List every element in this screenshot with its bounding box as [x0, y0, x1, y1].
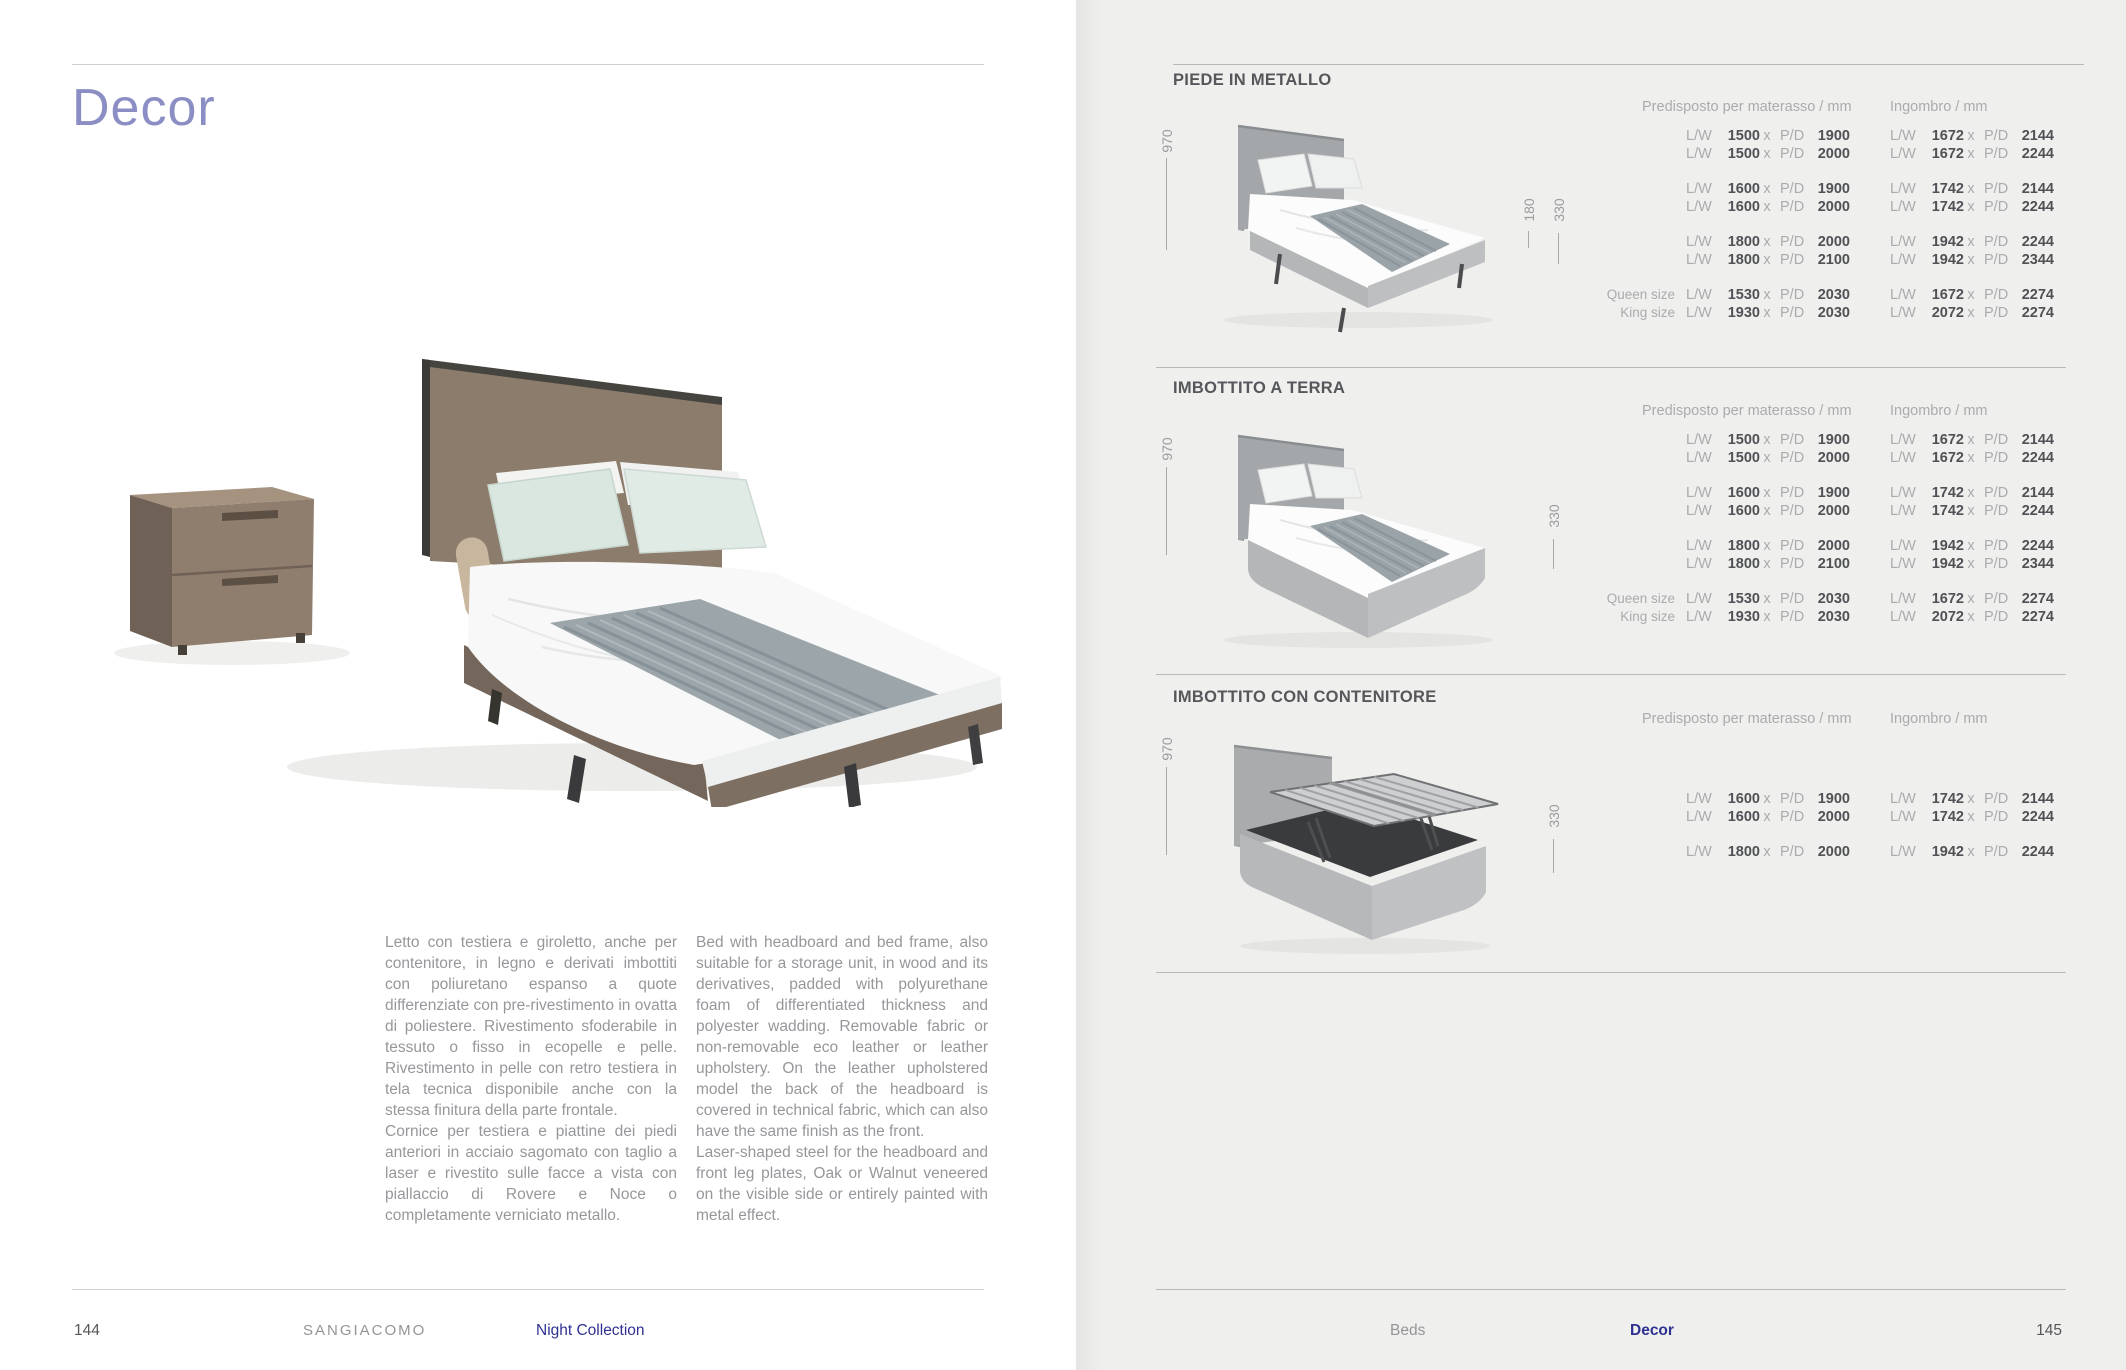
mattress-pd-value: 2030	[1817, 609, 1850, 625]
mattress-pd-label: P/D	[1780, 809, 1805, 825]
mattress-pd-label: P/D	[1780, 485, 1805, 501]
overall-lw-value: 1942	[1931, 556, 1964, 572]
dim-height-line-2	[1166, 467, 1167, 555]
overall-pd-value: 2244	[2021, 809, 2054, 825]
mattress-lw-value: 1500	[1727, 146, 1760, 162]
description-english-p1: Bed with headboard and bed frame, also suitable for a storage unit, in wood and its derivatives, padded with polyurethane foam of differentiated thickness and polyester wadding. Removable fabric or non-removable eco leather or leather upholstery. On the leather upholstered model the back of the headboard is covered in technical fabric, which can also have the same finish as the front.	[696, 934, 988, 1140]
overall-pd-label: P/D	[1984, 556, 2009, 572]
mattress-pd-value: 2000	[1817, 450, 1850, 466]
times-separator: x	[1967, 181, 1975, 197]
mattress-lw-value: 1600	[1727, 181, 1760, 197]
overall-lw-label: L/W	[1890, 199, 1916, 215]
col-header-materasso-2: Predisposto per materasso / mm	[1642, 403, 1852, 419]
size-row	[1585, 251, 2065, 269]
times-separator: x	[1967, 791, 1975, 807]
times-separator: x	[1967, 199, 1975, 215]
times-separator: x	[1967, 128, 1975, 144]
times-separator: x	[1763, 844, 1771, 860]
overall-pd-label: P/D	[1984, 305, 2009, 321]
mattress-pd-label: P/D	[1780, 287, 1805, 303]
mattress-lw-value: 1800	[1727, 844, 1760, 860]
times-separator: x	[1763, 234, 1771, 250]
size-row	[1585, 449, 2065, 467]
mattress-pd-value: 2000	[1817, 146, 1850, 162]
mattress-pd-value: 2000	[1817, 234, 1850, 250]
overall-pd-label: P/D	[1984, 199, 2009, 215]
overall-pd-label: P/D	[1984, 809, 2009, 825]
section-title-imbottito-a-terra: IMBOTTITO A TERRA	[1173, 379, 1346, 397]
overall-lw-value: 1942	[1931, 234, 1964, 250]
overall-lw-value: 1672	[1931, 146, 1964, 162]
times-separator: x	[1967, 809, 1975, 825]
times-separator: x	[1967, 432, 1975, 448]
times-separator: x	[1967, 609, 1975, 625]
left-footer-rule	[72, 1289, 984, 1290]
mattress-lw-label: L/W	[1686, 252, 1712, 268]
dim-frame-line-1	[1528, 231, 1529, 248]
overall-lw-label: L/W	[1890, 844, 1916, 860]
description-italian-p1: Letto con testiera e giroletto, anche per contenitore, in legno e derivati imbottiti con poliuretano espanso a quote differenziate con pre-rivestimento in ovatta di poliestere. Rivestimento sfoderabile in tessuto o fisso in ecopelle e pelle. Rivestimento in pelle con retro testiera in tela tecnica disponibile anche con la stessa finitura della parte frontale.	[385, 934, 677, 1119]
overall-pd-value: 2244	[2021, 844, 2054, 860]
description-english-p2: Laser-shaped steel for the headboard and front leg plates, Oak or Walnut veneered on the visible side or entirely painted with metal effect.	[696, 1144, 988, 1224]
overall-lw-value: 1672	[1931, 450, 1964, 466]
mattress-pd-value: 2100	[1817, 556, 1850, 572]
mattress-lw-value: 1600	[1727, 199, 1760, 215]
times-separator: x	[1763, 556, 1771, 572]
mattress-lw-value: 1500	[1727, 128, 1760, 144]
mattress-lw-label: L/W	[1686, 503, 1712, 519]
overall-lw-label: L/W	[1890, 146, 1916, 162]
section-divider-1	[1156, 367, 2066, 368]
mattress-lw-label: L/W	[1686, 432, 1712, 448]
mattress-lw-label: L/W	[1686, 128, 1712, 144]
right-footer-rule	[1156, 1289, 2066, 1290]
size-row	[1585, 286, 2065, 304]
overall-lw-value: 1742	[1931, 791, 1964, 807]
overall-pd-label: P/D	[1984, 844, 2009, 860]
overall-pd-value: 2144	[2021, 128, 2054, 144]
mattress-pd-value: 2000	[1817, 199, 1850, 215]
mattress-pd-label: P/D	[1780, 305, 1805, 321]
overall-lw-value: 1742	[1931, 199, 1964, 215]
section-title-imbottito-con-contenitore: IMBOTTITO CON CONTENITORE	[1173, 688, 1437, 706]
mattress-pd-label: P/D	[1780, 503, 1805, 519]
mattress-pd-value: 2030	[1817, 287, 1850, 303]
mattress-lw-value: 1800	[1727, 556, 1760, 572]
mattress-pd-label: P/D	[1780, 234, 1805, 250]
times-separator: x	[1967, 503, 1975, 519]
dim-clearance-1: 330	[1551, 198, 1567, 222]
size-row	[1585, 590, 2065, 608]
dim-height-1: 970	[1159, 129, 1175, 153]
times-separator: x	[1763, 538, 1771, 554]
mattress-lw-label: L/W	[1686, 791, 1712, 807]
times-separator: x	[1763, 503, 1771, 519]
size-row	[1585, 484, 2065, 502]
overall-lw-label: L/W	[1890, 234, 1916, 250]
overall-lw-value: 1742	[1931, 485, 1964, 501]
size-row	[1585, 431, 2065, 449]
mattress-pd-value: 1900	[1817, 128, 1850, 144]
overall-pd-value: 2244	[2021, 199, 2054, 215]
mattress-lw-value: 1800	[1727, 252, 1760, 268]
overall-lw-label: L/W	[1890, 538, 1916, 554]
size-row	[1585, 180, 2065, 198]
brand-name: SANGIACOMO	[303, 1322, 427, 1339]
overall-pd-value: 2144	[2021, 181, 2054, 197]
product-link[interactable]: Decor	[1630, 1322, 1674, 1339]
times-separator: x	[1763, 305, 1771, 321]
overall-lw-value: 1742	[1931, 181, 1964, 197]
overall-pd-label: P/D	[1984, 128, 2009, 144]
overall-lw-label: L/W	[1890, 591, 1916, 607]
overall-lw-value: 1672	[1931, 287, 1964, 303]
times-separator: x	[1763, 609, 1771, 625]
bed-illustration	[422, 359, 1002, 807]
section-title-piede-in-metallo: PIEDE IN METALLO	[1173, 71, 1332, 89]
overall-lw-label: L/W	[1890, 556, 1916, 572]
overall-pd-label: P/D	[1984, 485, 2009, 501]
page-number-left: 144	[74, 1322, 100, 1339]
dim-frame-1: 180	[1521, 198, 1537, 222]
size-row	[1585, 198, 2065, 216]
mattress-lw-label: L/W	[1686, 591, 1712, 607]
size-row	[1585, 843, 2065, 861]
size-table-imbottito-a-terra	[1585, 431, 2065, 626]
times-separator: x	[1967, 305, 1975, 321]
mattress-pd-label: P/D	[1780, 609, 1805, 625]
size-table-imbottito-con-contenitore	[1585, 738, 2065, 861]
overall-lw-value: 2072	[1931, 305, 1964, 321]
times-separator: x	[1967, 556, 1975, 572]
overall-pd-value: 2344	[2021, 252, 2054, 268]
overall-lw-label: L/W	[1890, 432, 1916, 448]
mattress-pd-label: P/D	[1780, 181, 1805, 197]
overall-lw-label: L/W	[1890, 252, 1916, 268]
col-header-materasso-3: Predisposto per materasso / mm	[1642, 711, 1852, 727]
times-separator: x	[1763, 485, 1771, 501]
overall-pd-label: P/D	[1984, 287, 2009, 303]
description-english	[696, 932, 988, 1226]
times-separator: x	[1763, 146, 1771, 162]
times-separator: x	[1763, 450, 1771, 466]
col-header-ingombro-1: Ingombro / mm	[1890, 99, 1988, 115]
mattress-lw-value: 1530	[1727, 287, 1760, 303]
page-spine-shadow	[1076, 0, 1102, 1370]
size-row	[1585, 537, 2065, 555]
overall-lw-value: 1942	[1931, 538, 1964, 554]
overall-pd-label: P/D	[1984, 252, 2009, 268]
overall-lw-label: L/W	[1890, 791, 1916, 807]
mattress-lw-value: 1930	[1727, 305, 1760, 321]
overall-pd-value: 2344	[2021, 556, 2054, 572]
overall-lw-value: 1742	[1931, 809, 1964, 825]
mattress-lw-label: L/W	[1686, 844, 1712, 860]
times-separator: x	[1763, 591, 1771, 607]
dim-height-line-3	[1166, 767, 1167, 855]
section-divider-3	[1156, 972, 2066, 973]
overall-pd-label: P/D	[1984, 538, 2009, 554]
mattress-lw-label: L/W	[1686, 538, 1712, 554]
mattress-lw-label: L/W	[1686, 146, 1712, 162]
times-separator: x	[1967, 844, 1975, 860]
mattress-pd-label: P/D	[1780, 252, 1805, 268]
overall-pd-value: 2244	[2021, 450, 2054, 466]
mattress-pd-label: P/D	[1780, 538, 1805, 554]
mattress-pd-label: P/D	[1780, 844, 1805, 860]
overall-lw-label: L/W	[1890, 181, 1916, 197]
overall-lw-label: L/W	[1890, 485, 1916, 501]
times-separator: x	[1763, 809, 1771, 825]
mattress-pd-value: 2000	[1817, 809, 1850, 825]
product-photo	[72, 315, 1002, 807]
bed-diagram-floor-base	[1180, 406, 1525, 656]
times-separator: x	[1967, 538, 1975, 554]
overall-lw-label: L/W	[1890, 609, 1916, 625]
col-header-ingombro-2: Ingombro / mm	[1890, 403, 1988, 419]
times-separator: x	[1967, 485, 1975, 501]
mattress-pd-value: 2000	[1817, 844, 1850, 860]
overall-pd-value: 2274	[2021, 287, 2054, 303]
times-separator: x	[1967, 287, 1975, 303]
mattress-pd-value: 2030	[1817, 305, 1850, 321]
category-label: Beds	[1390, 1322, 1426, 1339]
mattress-lw-label: L/W	[1686, 809, 1712, 825]
mattress-lw-label: L/W	[1686, 450, 1712, 466]
times-separator: x	[1763, 181, 1771, 197]
mattress-pd-value: 2100	[1817, 252, 1850, 268]
times-separator: x	[1763, 791, 1771, 807]
size-row	[1585, 304, 2065, 322]
mattress-pd-label: P/D	[1780, 128, 1805, 144]
times-separator: x	[1967, 252, 1975, 268]
overall-pd-label: P/D	[1984, 146, 2009, 162]
mattress-lw-value: 1800	[1727, 234, 1760, 250]
page-number-right: 145	[2036, 1322, 2062, 1339]
dim-clearance-line-2	[1553, 539, 1554, 569]
overall-pd-value: 2274	[2021, 609, 2054, 625]
times-separator: x	[1967, 450, 1975, 466]
overall-lw-label: L/W	[1890, 128, 1916, 144]
dim-clearance-line-3	[1553, 839, 1554, 873]
mattress-lw-value: 1600	[1727, 809, 1760, 825]
nightstand-illustration	[130, 487, 314, 655]
mattress-lw-label: L/W	[1686, 234, 1712, 250]
overall-lw-value: 1742	[1931, 503, 1964, 519]
times-separator: x	[1763, 432, 1771, 448]
times-separator: x	[1967, 234, 1975, 250]
dim-height-3: 970	[1159, 737, 1175, 761]
overall-pd-label: P/D	[1984, 181, 2009, 197]
section-divider-2	[1156, 674, 2066, 675]
mattress-pd-label: P/D	[1780, 199, 1805, 215]
overall-pd-value: 2274	[2021, 591, 2054, 607]
mattress-lw-value: 1500	[1727, 450, 1760, 466]
overall-lw-value: 1942	[1931, 844, 1964, 860]
overall-pd-label: P/D	[1984, 450, 2009, 466]
overall-pd-label: P/D	[1984, 234, 2009, 250]
overall-pd-value: 2244	[2021, 503, 2054, 519]
overall-lw-value: 1672	[1931, 128, 1964, 144]
overall-lw-label: L/W	[1890, 809, 1916, 825]
overall-pd-value: 2244	[2021, 146, 2054, 162]
col-header-ingombro-3: Ingombro / mm	[1890, 711, 1988, 727]
mattress-lw-value: 1500	[1727, 432, 1760, 448]
mattress-lw-value: 1600	[1727, 791, 1760, 807]
mattress-pd-value: 2000	[1817, 538, 1850, 554]
mattress-lw-label: L/W	[1686, 287, 1712, 303]
size-row	[1585, 502, 2065, 520]
mattress-lw-label: L/W	[1686, 609, 1712, 625]
size-row-label: Queen size	[1606, 287, 1675, 302]
mattress-pd-label: P/D	[1780, 432, 1805, 448]
mattress-pd-value: 1900	[1817, 791, 1850, 807]
mattress-lw-value: 1530	[1727, 591, 1760, 607]
mattress-pd-label: P/D	[1780, 556, 1805, 572]
mattress-pd-value: 1900	[1817, 181, 1850, 197]
size-row-label: King size	[1620, 609, 1675, 624]
overall-pd-label: P/D	[1984, 791, 2009, 807]
size-row	[1585, 555, 2065, 573]
size-row	[1585, 145, 2065, 163]
size-row	[1585, 790, 2065, 808]
size-row-label: Queen size	[1606, 591, 1675, 606]
mattress-pd-value: 2000	[1817, 503, 1850, 519]
overall-lw-label: L/W	[1890, 450, 1916, 466]
mattress-lw-value: 1600	[1727, 503, 1760, 519]
overall-lw-label: L/W	[1890, 503, 1916, 519]
overall-pd-value: 2144	[2021, 791, 2054, 807]
overall-pd-value: 2144	[2021, 485, 2054, 501]
dim-height-2: 970	[1159, 437, 1175, 461]
times-separator: x	[1763, 252, 1771, 268]
collection-link[interactable]: Night Collection	[536, 1322, 645, 1339]
overall-pd-label: P/D	[1984, 609, 2009, 625]
overall-lw-label: L/W	[1890, 305, 1916, 321]
mattress-pd-value: 2030	[1817, 591, 1850, 607]
col-header-materasso-1: Predisposto per materasso / mm	[1642, 99, 1852, 115]
dim-clearance-2: 330	[1546, 504, 1562, 528]
size-table-piede-in-metallo	[1585, 127, 2065, 322]
overall-pd-value: 2244	[2021, 538, 2054, 554]
dim-height-line-1	[1166, 158, 1167, 250]
overall-lw-value: 1672	[1931, 432, 1964, 448]
size-row	[1585, 233, 2065, 251]
mattress-pd-label: P/D	[1780, 146, 1805, 162]
overall-pd-label: P/D	[1984, 591, 2009, 607]
size-row	[1585, 808, 2065, 826]
overall-lw-value: 2072	[1931, 609, 1964, 625]
times-separator: x	[1967, 146, 1975, 162]
right-top-rule	[1173, 64, 2084, 65]
bed-diagram-metal-feet	[1180, 96, 1525, 336]
dim-clearance-line-1	[1558, 233, 1559, 264]
overall-pd-value: 2144	[2021, 432, 2054, 448]
mattress-pd-label: P/D	[1780, 591, 1805, 607]
size-row	[1585, 608, 2065, 626]
mattress-lw-label: L/W	[1686, 199, 1712, 215]
bed-diagram-storage	[1180, 714, 1525, 959]
mattress-lw-label: L/W	[1686, 305, 1712, 321]
description-italian-p2: Cornice per testiera e piattine dei piedi anteriori in acciaio sagomato con taglio a laser e rivestito sulle facce a vista con piallaccio di Rovere e Noce o completamente verniciato metallo.	[385, 1123, 677, 1224]
page-title: Decor	[72, 79, 216, 137]
description-italian	[385, 932, 677, 1226]
mattress-pd-value: 1900	[1817, 432, 1850, 448]
mattress-pd-label: P/D	[1780, 450, 1805, 466]
mattress-lw-value: 1800	[1727, 538, 1760, 554]
mattress-lw-label: L/W	[1686, 181, 1712, 197]
mattress-pd-label: P/D	[1780, 791, 1805, 807]
mattress-lw-label: L/W	[1686, 556, 1712, 572]
overall-lw-label: L/W	[1890, 287, 1916, 303]
times-separator: x	[1763, 199, 1771, 215]
dim-clearance-3: 330	[1546, 804, 1562, 828]
times-separator: x	[1763, 287, 1771, 303]
overall-pd-label: P/D	[1984, 503, 2009, 519]
overall-lw-value: 1672	[1931, 591, 1964, 607]
overall-lw-value: 1942	[1931, 252, 1964, 268]
left-top-rule	[72, 64, 984, 65]
overall-pd-label: P/D	[1984, 432, 2009, 448]
mattress-lw-value: 1930	[1727, 609, 1760, 625]
overall-pd-value: 2244	[2021, 234, 2054, 250]
mattress-pd-value: 1900	[1817, 485, 1850, 501]
overall-pd-value: 2274	[2021, 305, 2054, 321]
times-separator: x	[1763, 128, 1771, 144]
times-separator: x	[1967, 591, 1975, 607]
mattress-lw-label: L/W	[1686, 485, 1712, 501]
mattress-lw-value: 1600	[1727, 485, 1760, 501]
size-row	[1585, 127, 2065, 145]
size-row-label: King size	[1620, 305, 1675, 320]
